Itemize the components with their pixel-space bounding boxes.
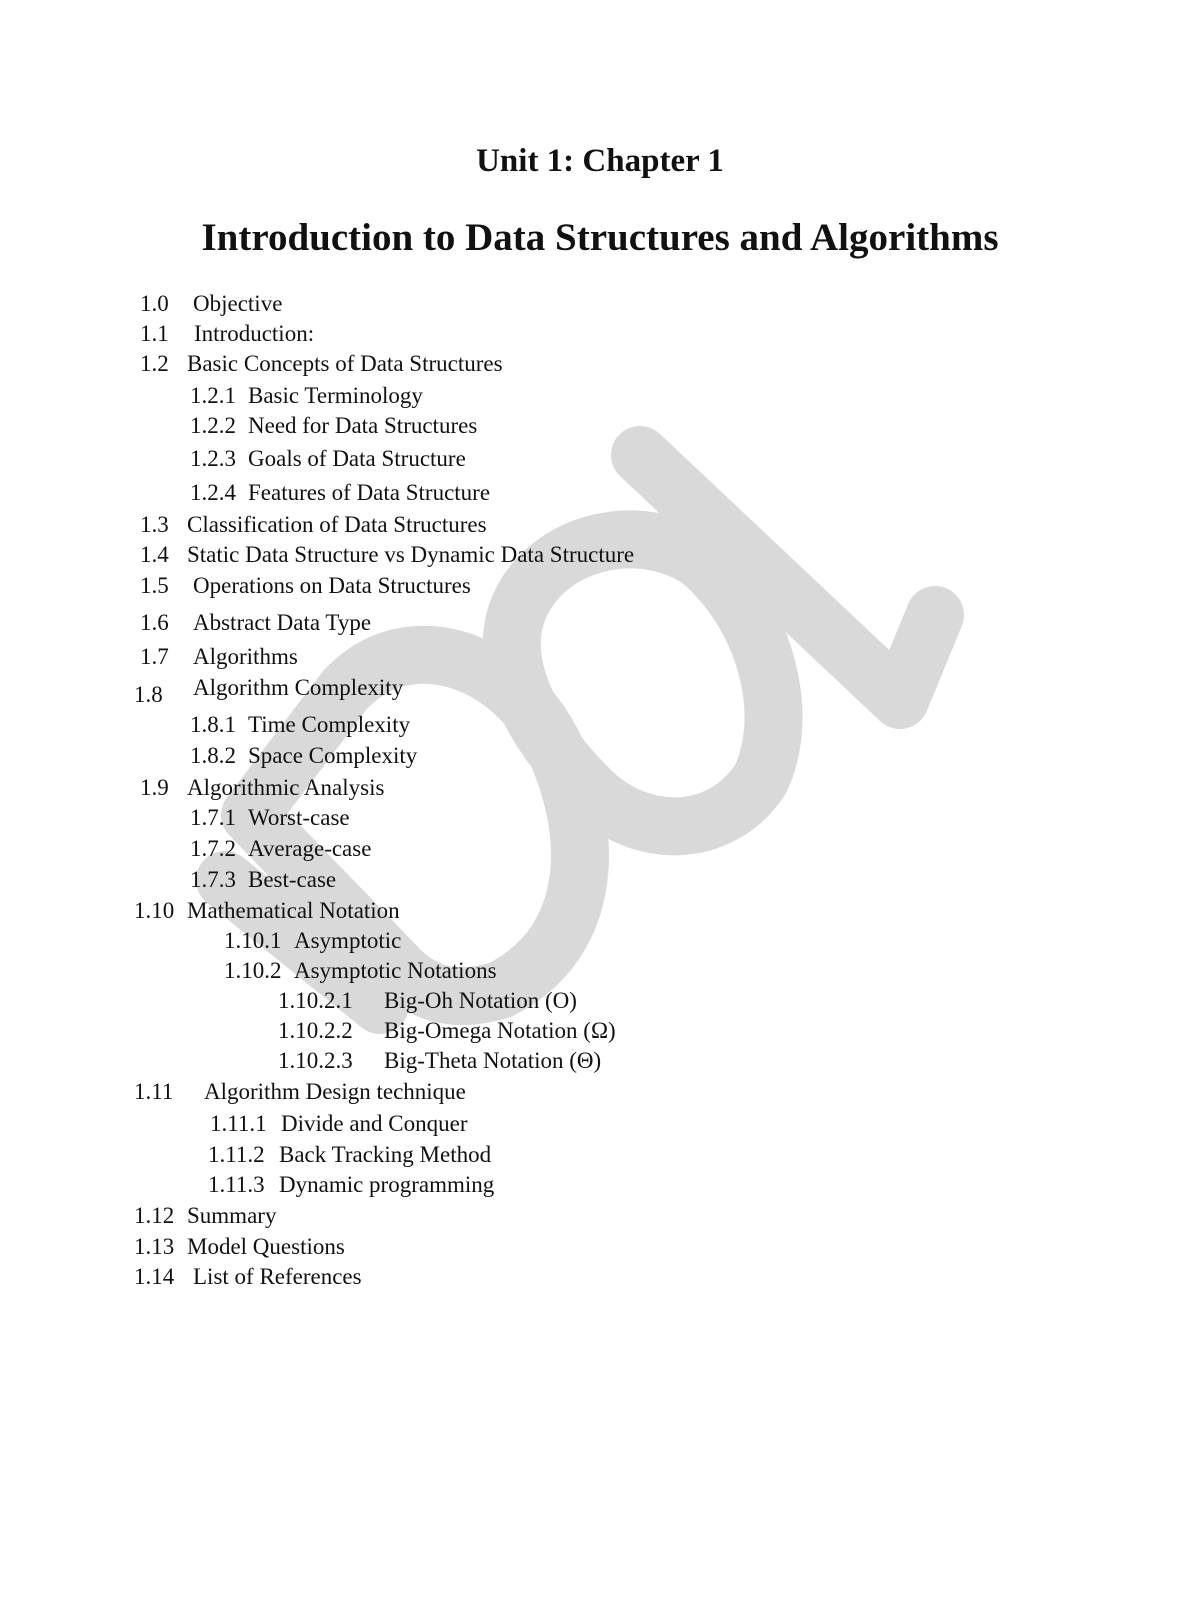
toc-entry [208,1173,494,1196]
toc-entry [134,1080,466,1103]
toc-entry [190,744,417,767]
toc-entry [224,959,497,982]
toc-entry [190,868,336,891]
toc-number: 1.8.1 [190,712,236,737]
toc-entry [140,352,503,375]
toc-label: Model Questions [187,1234,345,1259]
toc-label: List of References [193,1264,362,1289]
toc-entry [190,713,410,736]
toc-entry [134,675,404,707]
toc-label: Big-Theta Notation (Θ) [384,1048,602,1073]
toc-label: Static Data Structure vs Dynamic Data Structure [187,542,635,567]
toc-entry [190,837,371,860]
toc-label: Asymptotic Notations [294,958,497,983]
toc-entry [140,645,298,668]
toc-entry [208,1143,491,1166]
toc-entry [278,1049,601,1072]
toc-label: Abstract Data Type [193,610,372,635]
toc-number: 1.2.3 [190,446,236,471]
toc-entry [190,481,490,504]
toc-entry [134,1265,362,1288]
toc-label: Big-Oh Notation (O) [384,988,577,1013]
toc-number: 1.2.4 [190,480,236,505]
toc-entry [140,611,371,634]
toc-entry [224,929,401,952]
toc-label: Basic Terminology [248,383,423,408]
toc-entry [140,776,384,799]
toc-entry [140,543,634,566]
toc-number: 1.7 [140,644,169,669]
toc-label: Algorithm Complexity [193,675,404,700]
toc-label: Big-Omega Notation (Ω) [384,1018,616,1043]
toc-label: Asymptotic [294,928,402,953]
toc-entry [140,292,282,315]
toc-label: Algorithms [193,644,298,669]
toc-number: 1.14 [134,1264,175,1289]
toc-entry [190,384,423,407]
toc-label: Divide and Conquer [281,1111,468,1136]
toc-entry [190,806,350,829]
toc-label: Time Complexity [248,712,411,737]
toc-entry [190,414,477,437]
toc-number: 1.13 [134,1234,175,1259]
toc-label: Back Tracking Method [279,1142,492,1167]
toc-entry [278,989,577,1012]
toc-number: 1.10.2.3 [278,1048,353,1073]
toc-number: 1.7.3 [190,867,236,892]
unit-heading: Unit 1: Chapter 1 [476,143,724,179]
toc-number: 1.10.2.1 [278,988,353,1013]
toc-label: Algorithm Design technique [204,1079,466,1104]
toc-label: Operations on Data Structures [193,573,471,598]
toc-label: Algorithmic Analysis [187,775,385,800]
toc-number: 1.1 [140,321,169,346]
toc-number: 1.11 [134,1079,174,1104]
toc-entry [134,1204,276,1227]
toc-label: Mathematical Notation [187,898,400,923]
toc-number: 1.8 [134,682,163,707]
toc-label: Worst-case [248,805,350,830]
toc-entry [210,1112,468,1135]
toc-label: Classification of Data Structures [187,512,487,537]
toc-number: 1.12 [134,1203,175,1228]
toc-label: Space Complexity [248,743,418,768]
toc-label: Average-case [248,836,372,861]
toc-entry [134,899,400,922]
toc-number: 1.2.2 [190,413,236,438]
toc-label: Best-case [248,867,337,892]
toc-label: Summary [187,1203,277,1228]
toc-number: 1.10.1 [224,928,282,953]
toc-number: 1.4 [140,542,169,567]
toc-label: Need for Data Structures [248,413,478,438]
toc-number: 1.3 [140,512,169,537]
toc-number: 1.0 [140,291,169,316]
toc-entry [140,513,487,536]
toc-number: 1.6 [140,610,169,635]
toc-label: Dynamic programming [279,1172,495,1197]
toc-number: 1.9 [140,775,169,800]
toc-entry [140,322,314,345]
toc-entry [140,574,471,597]
toc-number: 1.5 [140,573,169,598]
toc-number: 1.2.1 [190,383,236,408]
toc-number: 1.7.2 [190,836,236,861]
toc-label: Basic Concepts of Data Structures [187,351,503,376]
toc-number: 1.2 [140,351,169,376]
toc-number: 1.10 [134,898,175,923]
toc-label: Objective [193,291,283,316]
toc-label: Features of Data Structure [248,480,491,505]
toc-entry [190,447,466,470]
toc-number: 1.11.2 [208,1142,265,1167]
toc-label: Introduction: [194,321,315,346]
chapter-title: Introduction to Data Structures and Algorithms [201,216,999,259]
toc-number: 1.10.2 [224,958,282,983]
toc-entry [278,1019,616,1042]
toc-number: 1.7.1 [190,805,236,830]
toc-number: 1.8.2 [190,743,236,768]
toc-entry [134,1235,345,1258]
toc-number: 1.11.1 [210,1111,267,1136]
toc-number: 1.10.2.2 [278,1018,353,1043]
toc-label: Goals of Data Structure [248,446,466,471]
toc-number: 1.11.3 [208,1172,265,1197]
